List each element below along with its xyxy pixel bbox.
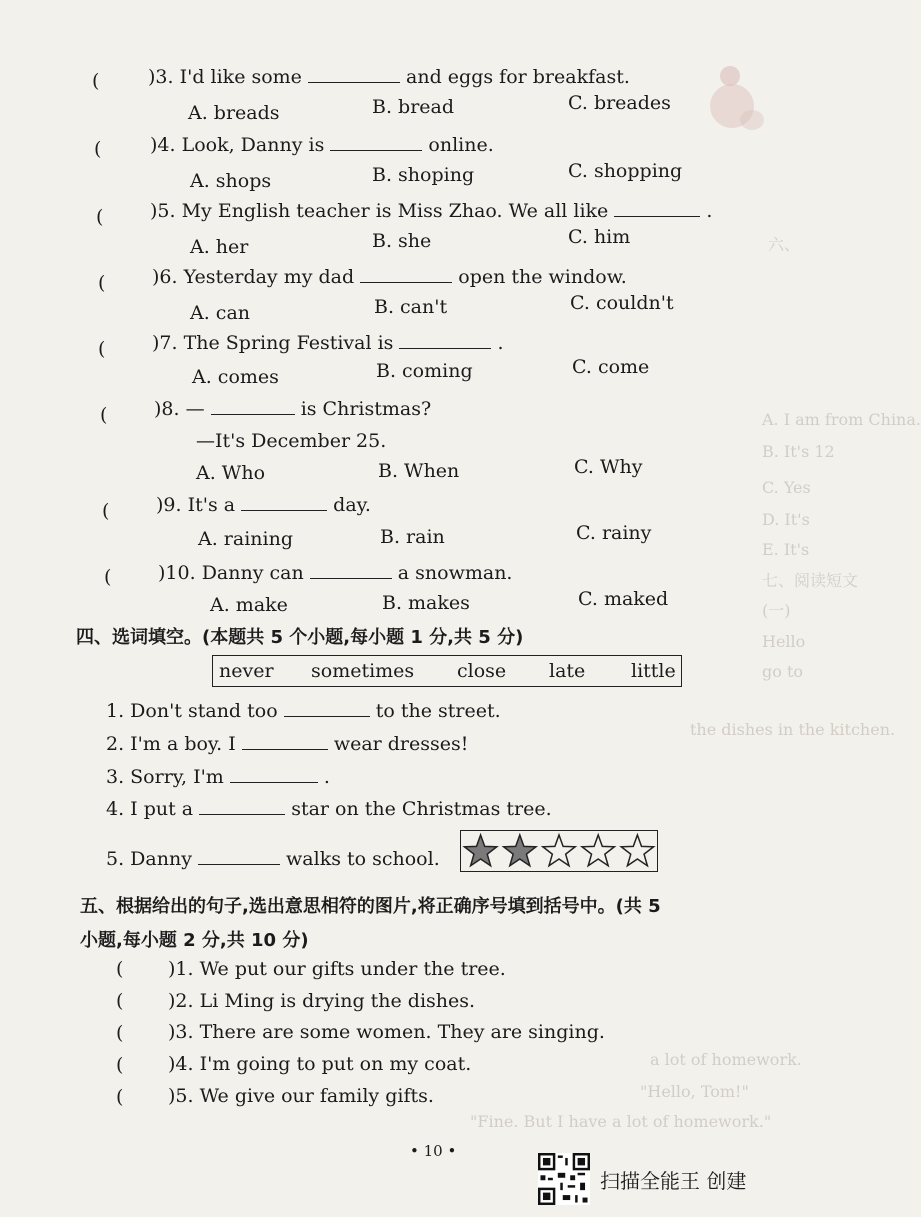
bleed-text: B. It's 12 (762, 442, 835, 461)
option-b: B. rain (380, 526, 445, 548)
option-c: C. him (568, 226, 631, 248)
question-number: )8. (154, 398, 180, 420)
question-text: Yesterday my dad (183, 266, 355, 288)
fill-item-4: 4. I put a star on the Christmas tree. (106, 798, 552, 820)
fill-item-3: 3. Sorry, I'm . (106, 766, 330, 788)
option-a: A. Who (196, 462, 266, 484)
option-b: B. coming (376, 360, 473, 382)
star-filled-icon (504, 835, 536, 866)
item-text: )5. We give our family gifts. (168, 1085, 434, 1107)
question-text: a snowman. (397, 562, 513, 584)
bleed-text: A. I am from China. (762, 410, 921, 429)
question-number: )3. (148, 66, 174, 88)
answer-paren[interactable]: ( (92, 70, 100, 92)
item-text: )1. We put our gifts under the tree. (168, 958, 506, 980)
answer-blank[interactable] (199, 813, 285, 815)
answer-paren[interactable]: ( (116, 1086, 124, 1108)
question-text: My English teacher is Miss Zhao. We all like (181, 200, 609, 222)
question-text: It's a (187, 494, 236, 516)
question-text: — (185, 398, 205, 420)
word-bank (212, 655, 682, 687)
bleed-text: "Fine. But I have a lot of homework." (470, 1112, 772, 1131)
item-text: )2. Li Ming is drying the dishes. (168, 990, 476, 1012)
question-text: and eggs for breakfast. (406, 66, 630, 88)
word-bank-word: little (631, 660, 676, 682)
answer-paren[interactable]: ( (98, 338, 106, 360)
option-c: C. come (572, 356, 650, 378)
bleed-text: go to (762, 662, 804, 681)
question-number: )9. (156, 494, 182, 516)
bleed-text: 六、 (768, 235, 801, 254)
fill-item-1: 1. Don't stand too to the street. (106, 700, 501, 722)
star-filled-icon (464, 835, 496, 866)
option-a: A. raining (198, 528, 293, 550)
bleed-text: (一) (762, 601, 791, 620)
question-number: )4. (150, 134, 176, 156)
answer-paren[interactable]: ( (98, 272, 106, 294)
question-number: )10. (158, 562, 196, 584)
question-text: Danny can (201, 562, 304, 584)
word-bank-word: late (549, 660, 586, 682)
question-text: is Christmas? (300, 398, 432, 420)
star-empty-icon (582, 835, 614, 866)
bleed-text: "Hello, Tom!" (640, 1082, 749, 1101)
question-text: online. (428, 134, 494, 156)
question-text: . (706, 200, 713, 222)
star-empty-icon (543, 835, 575, 866)
section-5-title-line2: 小题,每小题 2 分,共 10 分) (80, 930, 309, 951)
item-text: )4. I'm going to put on my coat. (168, 1053, 472, 1075)
answer-blank[interactable] (198, 863, 280, 865)
answer-paren[interactable]: ( (94, 138, 102, 160)
answer-blank[interactable] (230, 781, 318, 783)
scanner-brand-label: 扫描全能王 创建 (600, 1169, 747, 1193)
option-c: C. couldn't (570, 292, 674, 314)
question-text: . (497, 332, 504, 354)
decorative-figure-icon (700, 58, 770, 138)
answer-blank[interactable] (330, 149, 422, 151)
word-bank-word: never (219, 660, 274, 682)
fill-item-5: 5. Danny walks to school. (106, 848, 440, 870)
page-number: • 10 • (410, 1142, 457, 1160)
option-a: A. comes (192, 366, 279, 388)
word-bank-word: close (457, 660, 507, 682)
answer-paren[interactable]: ( (116, 958, 124, 980)
option-c: C. Why (574, 456, 643, 478)
bleed-text: a lot of homework. (650, 1050, 802, 1069)
answer-blank[interactable] (241, 509, 327, 511)
bleed-text: 七、阅读短文 (762, 571, 859, 590)
bleed-text: D. It's (762, 510, 810, 529)
bleed-text: E. It's (762, 540, 810, 559)
question-number: )7. (152, 332, 178, 354)
bleed-text: Hello (762, 632, 806, 651)
option-a: A. shops (190, 170, 272, 192)
answer-paren[interactable]: ( (104, 566, 112, 588)
word-bank-word: sometimes (311, 660, 415, 682)
answer-paren[interactable]: ( (116, 1054, 124, 1076)
option-b: B. she (372, 230, 432, 252)
option-a: A. her (190, 236, 249, 258)
option-c: C. rainy (576, 522, 652, 544)
star-rating-icons (461, 831, 657, 871)
option-b: B. When (378, 460, 460, 482)
answer-paren[interactable]: ( (116, 1022, 124, 1044)
answer-blank[interactable] (308, 81, 400, 83)
answer-paren[interactable]: ( (102, 500, 110, 522)
question-text: day. (333, 494, 371, 516)
answer-blank[interactable] (310, 577, 392, 579)
option-c: C. breades (568, 92, 671, 114)
option-a: A. can (190, 302, 251, 324)
answer-blank[interactable] (211, 413, 295, 415)
answer-blank[interactable] (242, 748, 328, 750)
bleed-text: the dishes in the kitchen. (690, 720, 896, 739)
section-4-title: 四、选词填空。(本题共 5 个小题,每小题 1 分,共 5 分) (76, 627, 524, 648)
question-text: I'd like some (179, 66, 302, 88)
option-b: B. can't (374, 296, 448, 318)
star-empty-icon (621, 835, 653, 866)
question-text: open the window. (458, 266, 627, 288)
option-a: A. make (210, 594, 288, 616)
item-text: )3. There are some women. They are singing. (168, 1021, 605, 1043)
option-b: B. makes (382, 592, 470, 614)
fill-item-2: 2. I'm a boy. I wear dresses! (106, 733, 469, 755)
option-c: C. shopping (568, 160, 683, 182)
answer-blank[interactable] (284, 715, 370, 717)
answer-paren[interactable]: ( (116, 990, 124, 1012)
option-b: B. shoping (372, 164, 475, 186)
question-answer-line: —It's December 25. (196, 430, 387, 452)
option-a: A. breads (188, 102, 280, 124)
question-number: )5. (150, 200, 176, 222)
answer-blank[interactable] (399, 347, 491, 349)
question-number: )6. (152, 266, 178, 288)
option-c: C. maked (578, 588, 669, 610)
answer-blank[interactable] (614, 215, 700, 217)
option-b: B. bread (372, 96, 455, 118)
star-rating (460, 830, 658, 872)
answer-paren[interactable]: ( (96, 206, 104, 228)
answer-blank[interactable] (360, 281, 452, 283)
bleed-text: C. Yes (762, 478, 811, 497)
qr-code-icon (538, 1153, 590, 1205)
question-text: The Spring Festival is (183, 332, 394, 354)
section-5-title-line1: 五、根据给出的句子,选出意思相符的图片,将正确序号填到括号中。(共 5 (80, 896, 661, 917)
question-text: Look, Danny is (181, 134, 325, 156)
answer-paren[interactable]: ( (100, 404, 108, 426)
